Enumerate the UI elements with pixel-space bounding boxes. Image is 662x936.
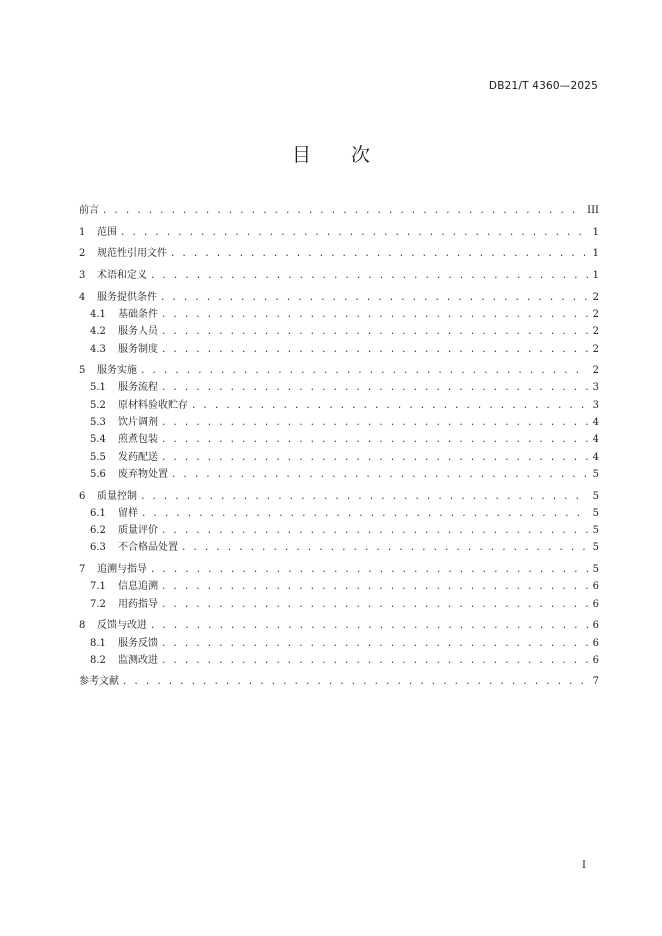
toc-entry-page: 6 [592, 581, 599, 593]
toc-entry-label: 服务人员 [118, 326, 158, 338]
toc-entry-label: 参考文献 [79, 676, 119, 688]
toc-entry-number: 8 [79, 620, 86, 632]
toc-entry-page: 6 [592, 598, 599, 610]
toc-entry-number: 5.5 [90, 451, 106, 463]
toc-entry-page: 2 [592, 365, 599, 377]
toc-entry[interactable] [79, 559, 599, 576]
toc-entry-label: 范围 [97, 226, 117, 238]
toc-leader-dots [160, 292, 588, 304]
toc-entry-page: 1 [592, 270, 599, 282]
toc-entry[interactable] [79, 576, 599, 593]
toc-entry-number: 4 [79, 291, 86, 303]
toc-entry[interactable] [79, 632, 599, 649]
toc-leader-dots [161, 599, 588, 611]
toc-entry-number: 4.2 [90, 326, 106, 338]
toc-entry-number: 6.2 [90, 525, 106, 537]
toc-entry-page: 5 [592, 525, 599, 537]
toc-entry[interactable] [79, 286, 599, 303]
toc-leader-dots [140, 365, 588, 377]
toc-leader-dots [140, 491, 588, 503]
toc-entry-number: 4.3 [90, 343, 106, 355]
toc-leader-dots [102, 205, 584, 217]
toc-entry[interactable] [79, 265, 599, 282]
toc-entry[interactable] [79, 338, 599, 355]
toc-entry-number: 5.3 [90, 417, 106, 429]
toc-leader-dots [171, 469, 588, 481]
page-number: I [582, 860, 586, 871]
toc-entry[interactable] [79, 394, 599, 411]
toc-entry-number: 1 [79, 226, 86, 238]
toc-entry-label: 服务实施 [97, 365, 137, 377]
toc-entry[interactable] [79, 222, 599, 239]
toc-entry-page: 2 [592, 326, 599, 338]
toc-leader-dots [161, 655, 588, 667]
toc-entry-number: 2 [79, 248, 86, 260]
title-char-1: 目 [291, 144, 311, 166]
toc-entry-label: 服务流程 [118, 382, 158, 394]
toc-entry-number: 6.3 [90, 542, 106, 554]
toc-entry-page: 6 [592, 654, 599, 666]
title-char-2: 次 [351, 144, 371, 166]
page-title [0, 140, 662, 167]
toc-entry[interactable] [79, 615, 599, 632]
toc-entry-label: 规范性引用文件 [97, 248, 167, 260]
toc-entry-page: 4 [592, 451, 599, 463]
toc-entry-number: 6 [79, 490, 86, 502]
toc-leader-dots [161, 638, 588, 650]
toc-entry-number: 5.4 [90, 434, 106, 446]
toc-leader-dots [161, 344, 588, 356]
toc-entry-page: 7 [592, 676, 599, 688]
toc-entry-page: 1 [592, 248, 599, 260]
toc-entry-number: 5.1 [90, 382, 106, 394]
toc-entry[interactable] [79, 412, 599, 429]
toc-leader-dots [150, 620, 588, 632]
toc-leader-dots [150, 270, 588, 282]
toc-entry-page: 2 [592, 343, 599, 355]
toc-entry-page: 5 [592, 490, 599, 502]
toc-entry-number: 3 [79, 270, 86, 282]
toc-entry-page: 5 [592, 542, 599, 554]
toc-entry-number: 5.6 [90, 468, 106, 480]
toc-entry-label: 基础条件 [118, 308, 158, 320]
toc-entry[interactable] [79, 520, 599, 537]
toc-entry-label: 服务反馈 [118, 637, 158, 649]
toc-entry[interactable] [79, 200, 599, 217]
toc-entry-page: 6 [592, 620, 599, 632]
toc-entry-number: 4.1 [90, 308, 106, 320]
toc-entry-page: 5 [592, 507, 599, 519]
toc-leader-dots [141, 508, 588, 520]
toc-entry-label: 服务提供条件 [97, 291, 157, 303]
toc-leader-dots [161, 434, 588, 446]
toc-leader-dots [161, 525, 588, 537]
toc-entry-label: 煎煮包装 [118, 434, 158, 446]
toc-entry-page: 4 [592, 434, 599, 446]
toc-entry-page: 5 [592, 564, 599, 576]
toc-leader-dots [120, 227, 588, 239]
toc-entry[interactable] [79, 650, 599, 667]
toc-entry-number: 8.1 [90, 637, 106, 649]
toc-leader-dots [150, 564, 588, 576]
toc-entry-page: 3 [592, 382, 599, 394]
toc-leader-dots [161, 309, 588, 321]
toc-entry-page: 3 [592, 399, 599, 411]
toc-leader-dots [191, 400, 588, 412]
toc-entry[interactable] [79, 304, 599, 321]
toc-entry-number: 7 [79, 564, 86, 576]
toc-leader-dots [161, 581, 588, 593]
toc-entry-label: 追溯与指导 [97, 564, 147, 576]
toc-entry-label: 原材料验收贮存 [118, 399, 188, 411]
toc-entry[interactable] [79, 671, 599, 688]
toc-entry-number: 7.1 [90, 581, 106, 593]
toc-entry-label: 用药指导 [118, 598, 158, 610]
table-of-contents [79, 200, 599, 688]
toc-entry[interactable] [79, 243, 599, 260]
toc-entry-label: 质量评价 [118, 525, 158, 537]
toc-entry-label: 饮片调剂 [118, 417, 158, 429]
toc-entry[interactable] [79, 377, 599, 394]
toc-entry-page: 1 [592, 226, 599, 238]
toc-entry-label: 服务制度 [118, 343, 158, 355]
document-code: DB21/T 4360—2025 [488, 80, 598, 92]
toc-entry-label: 信息追溯 [118, 581, 158, 593]
toc-entry-page: 4 [592, 417, 599, 429]
toc-entry[interactable] [79, 429, 599, 446]
toc-entry-label: 留样 [118, 507, 138, 519]
toc-entry-label: 发药配送 [118, 451, 158, 463]
toc-entry-number: 5 [79, 365, 86, 377]
toc-leader-dots [161, 452, 588, 464]
toc-leader-dots [122, 676, 588, 688]
toc-entry-label: 不合格品处置 [118, 542, 178, 554]
toc-leader-dots [161, 417, 588, 429]
toc-entry-page: 6 [592, 637, 599, 649]
toc-entry[interactable] [79, 503, 599, 520]
toc-entry-label: 术语和定义 [97, 270, 147, 282]
toc-entry[interactable] [79, 446, 599, 463]
toc-entry-label: 前言 [79, 205, 99, 217]
toc-leader-dots [161, 326, 588, 338]
toc-entry-label: 废弃物处置 [118, 468, 168, 480]
toc-entry[interactable] [79, 485, 599, 502]
toc-entry-label: 监测改进 [118, 654, 158, 666]
toc-entry-number: 5.2 [90, 399, 106, 411]
toc-entry-number: 7.2 [90, 598, 106, 610]
toc-entry[interactable] [79, 464, 599, 481]
toc-entry[interactable] [79, 360, 599, 377]
toc-leader-dots [161, 382, 588, 394]
toc-entry[interactable] [79, 537, 599, 554]
toc-entry[interactable] [79, 593, 599, 610]
toc-leader-dots [170, 248, 588, 260]
toc-entry-number: 6.1 [90, 507, 106, 519]
toc-entry-label: 反馈与改进 [97, 620, 147, 632]
toc-entry-label: 质量控制 [97, 490, 137, 502]
toc-entry[interactable] [79, 321, 599, 338]
toc-entry-page: 5 [592, 468, 599, 480]
toc-entry-page: III [587, 205, 599, 217]
toc-entry-number: 8.2 [90, 654, 106, 666]
toc-leader-dots [181, 542, 588, 554]
toc-entry-page: 2 [592, 308, 599, 320]
toc-entry-page: 2 [592, 291, 599, 303]
